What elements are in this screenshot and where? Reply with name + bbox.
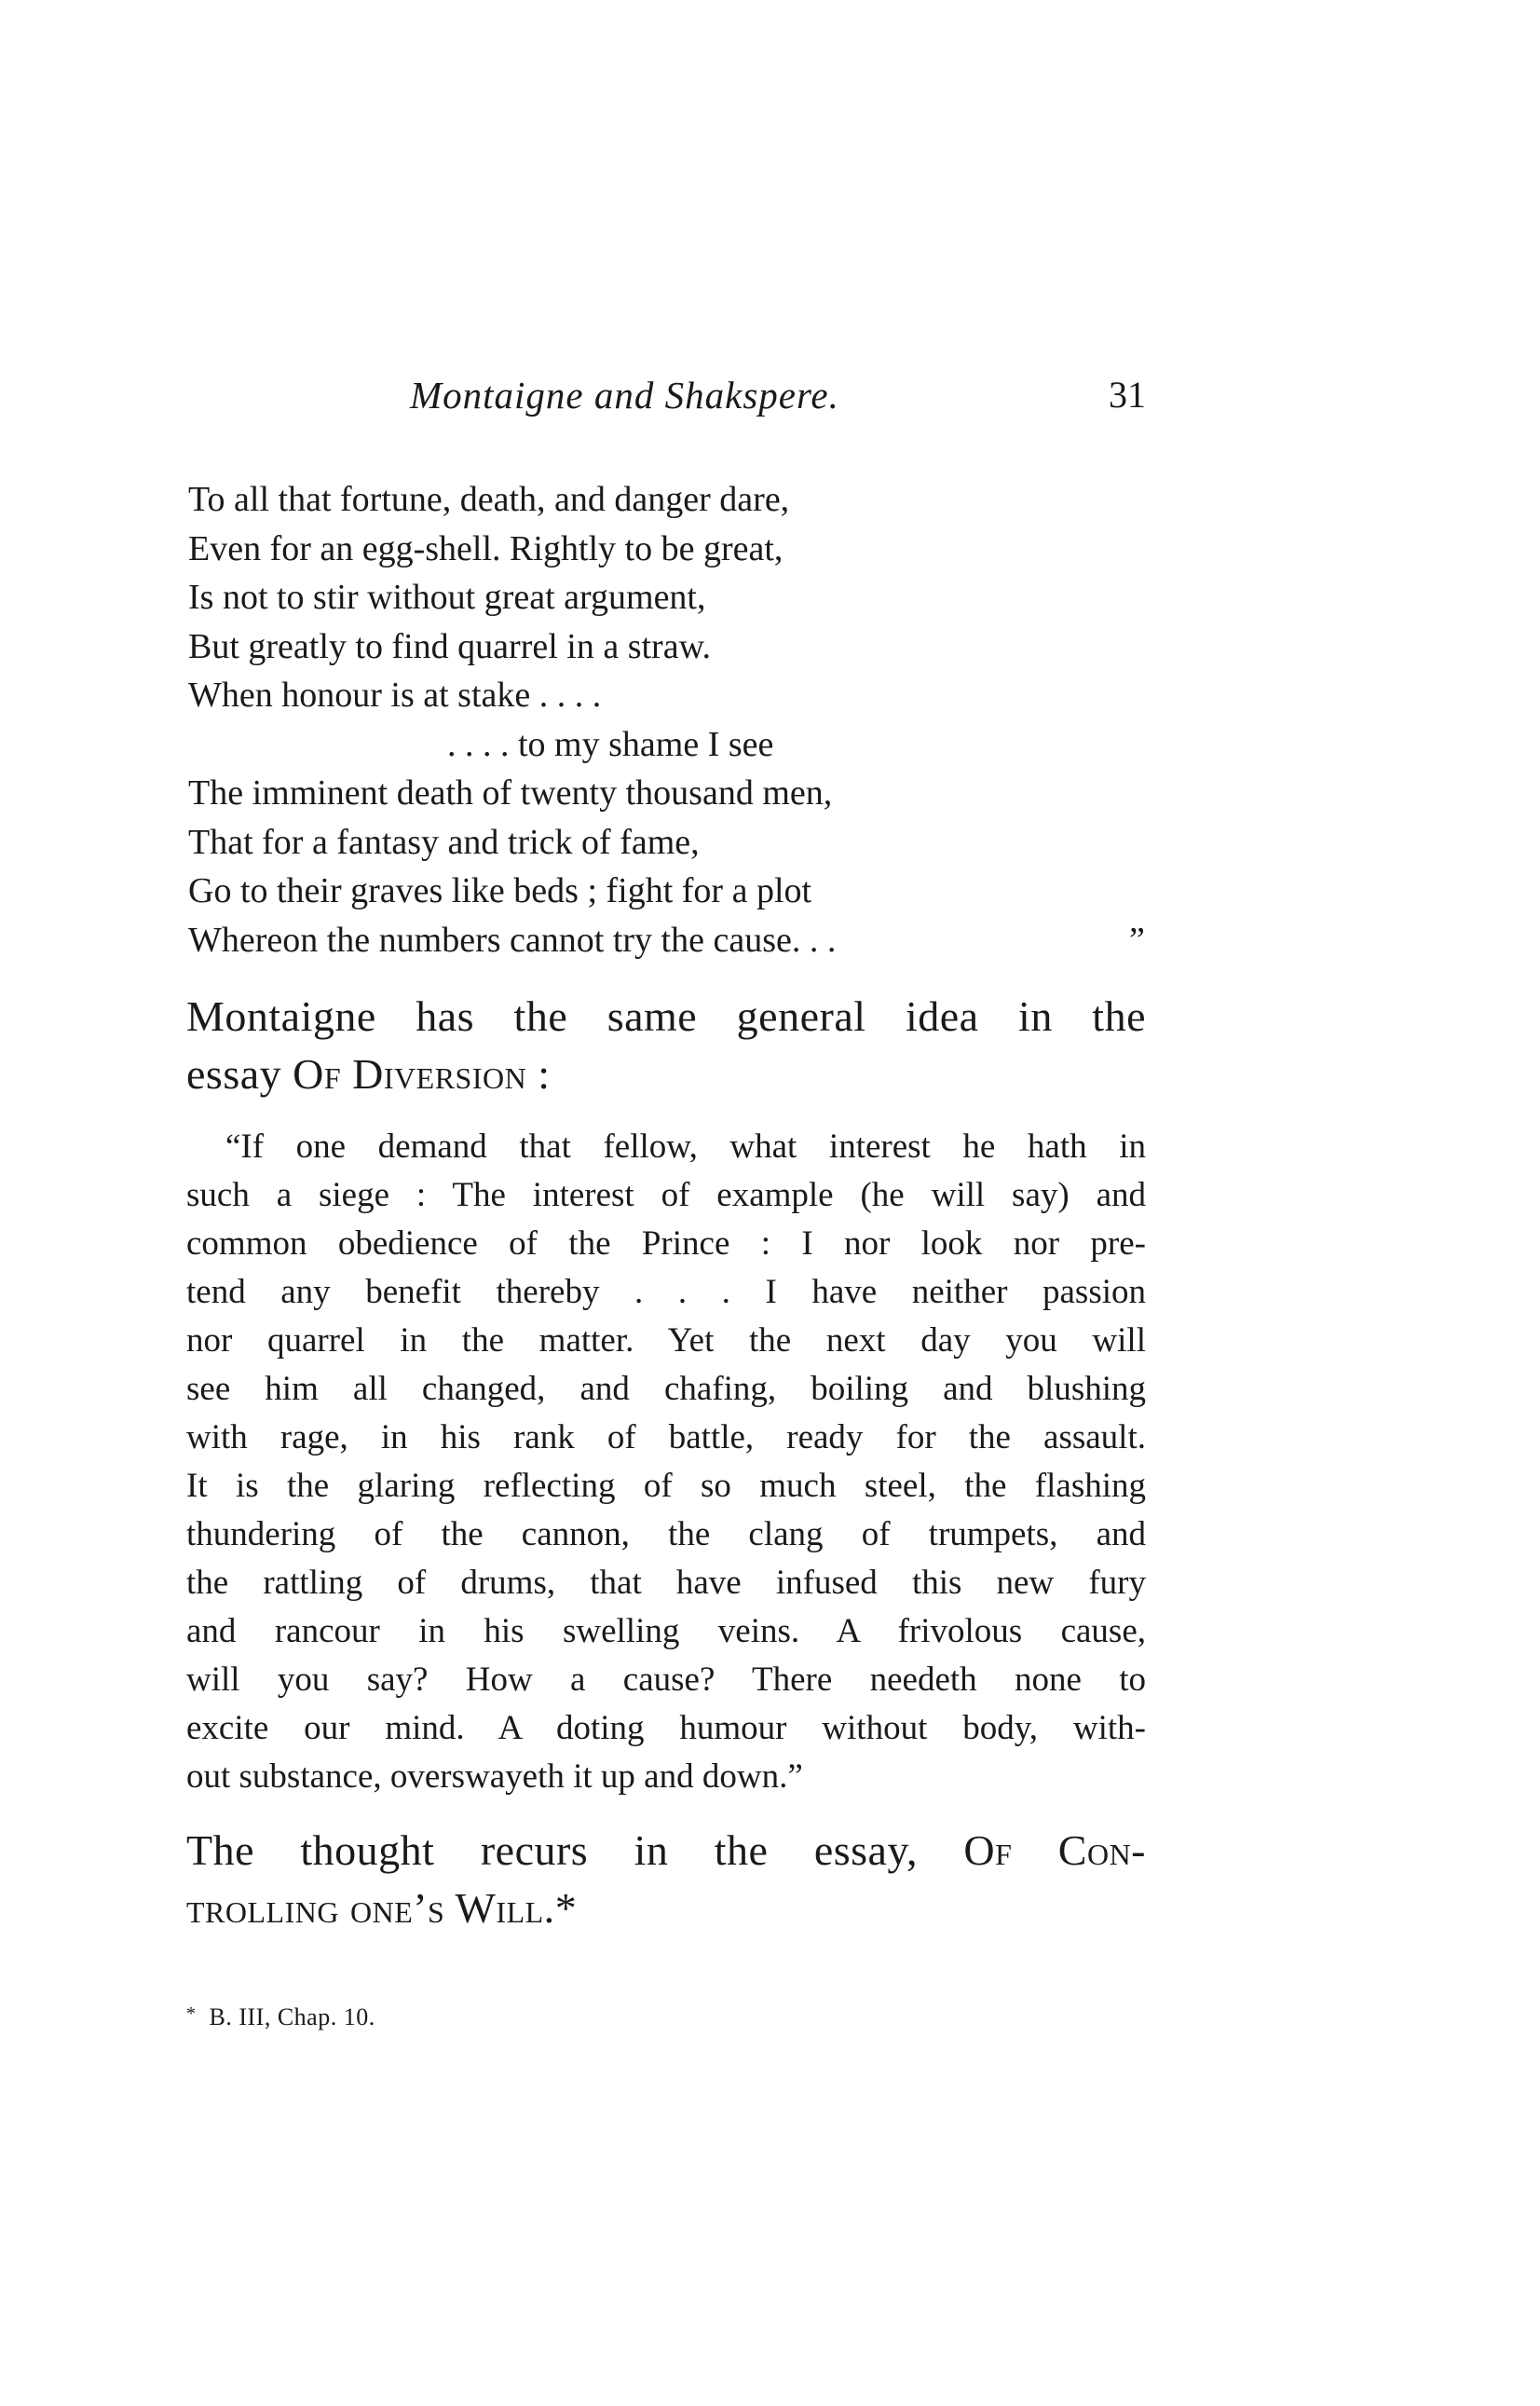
footnote-text: B. III, Chap. 10.: [209, 2003, 375, 2030]
quote-line: such a siege : The interest of example (he will say) and: [186, 1176, 1146, 1214]
quote-line: will you say? How a cause? There needeth none to: [186, 1661, 1146, 1699]
essay-title: trolling one’s Will.: [186, 1884, 555, 1932]
text-run: The thought recurs in the essay,: [186, 1826, 964, 1874]
verse-line: Whereon the numbers cannot try the cause. . .: [188, 920, 837, 960]
quote-line: nor quarrel in the matter. Yet the next day you will: [186, 1321, 1146, 1360]
verse-quotation: [188, 475, 1157, 964]
quote-line: and rancour in his swelling veins. A frivolous cause,: [186, 1612, 1146, 1650]
page-number: 31: [1109, 374, 1146, 416]
paragraph-line: [186, 1822, 1146, 1880]
verse-line: That for a fantasy and trick of fame,: [188, 822, 700, 862]
footnote: [186, 2003, 375, 2031]
verse-line: But greatly to find quarrel in a straw.: [188, 626, 712, 666]
verse-line-closing: [188, 916, 1157, 965]
quote-line: It is the glaring reflecting of so much steel, the flashing: [186, 1467, 1146, 1505]
verse-line: Is not to stir without great argument,: [188, 578, 706, 617]
quote-line: tend any benefit thereby . . . I have neither passion: [186, 1273, 1146, 1311]
quote-line: the rattling of drums, that have infused this new fury: [186, 1564, 1146, 1602]
paragraph-line: [186, 1880, 1146, 1937]
essay-title: Of Diversion: [293, 1050, 527, 1098]
essay-title: Of Con-: [963, 1826, 1146, 1874]
quote-line: out substance, overswayeth it up and down.”: [186, 1757, 803, 1796]
verse-line: Even for an egg-shell. Rightly to be great,: [188, 528, 784, 568]
paragraph-intro: [186, 988, 1146, 1103]
quote-line: with rage, in his rank of battle, ready for the assault.: [186, 1418, 1146, 1456]
paragraph-line: Montaigne has the same general idea in the: [186, 992, 1146, 1040]
prose-quotation: [186, 1123, 1146, 1801]
paragraph-closing: [186, 1822, 1146, 1937]
paragraph-line: [186, 1046, 1146, 1103]
running-title: Montaigne and Shakspere.: [410, 374, 839, 417]
verse-line: To all that fortune, death, and danger dare,: [188, 480, 790, 519]
text-run: :: [526, 1050, 551, 1098]
footnote-reference: *: [554, 1884, 578, 1932]
footnote-mark: *: [186, 2003, 197, 2024]
verse-line: Go to their graves like beds ; fight for a plot: [188, 871, 812, 910]
quote-line: “If one demand that fellow, what interest he hath in: [225, 1128, 1146, 1166]
quote-line: see him all changed, and chafing, boiling and blushing: [186, 1370, 1146, 1408]
text-run: essay: [186, 1050, 293, 1098]
quote-line: excite our mind. A doting humour without body, with-: [186, 1709, 1146, 1747]
verse-line: The imminent death of twenty thousand men,: [188, 773, 833, 813]
verse-line: . . . . to my shame I see: [447, 724, 774, 764]
quote-line: common obedience of the Prince : I nor look nor pre-: [186, 1224, 1146, 1263]
running-head: [410, 373, 1146, 429]
quote-line: thundering of the cannon, the clang of trumpets, and: [186, 1515, 1146, 1553]
verse-line: When honour is at stake . . . .: [188, 676, 602, 715]
closing-quote-mark: ”: [1129, 920, 1145, 960]
